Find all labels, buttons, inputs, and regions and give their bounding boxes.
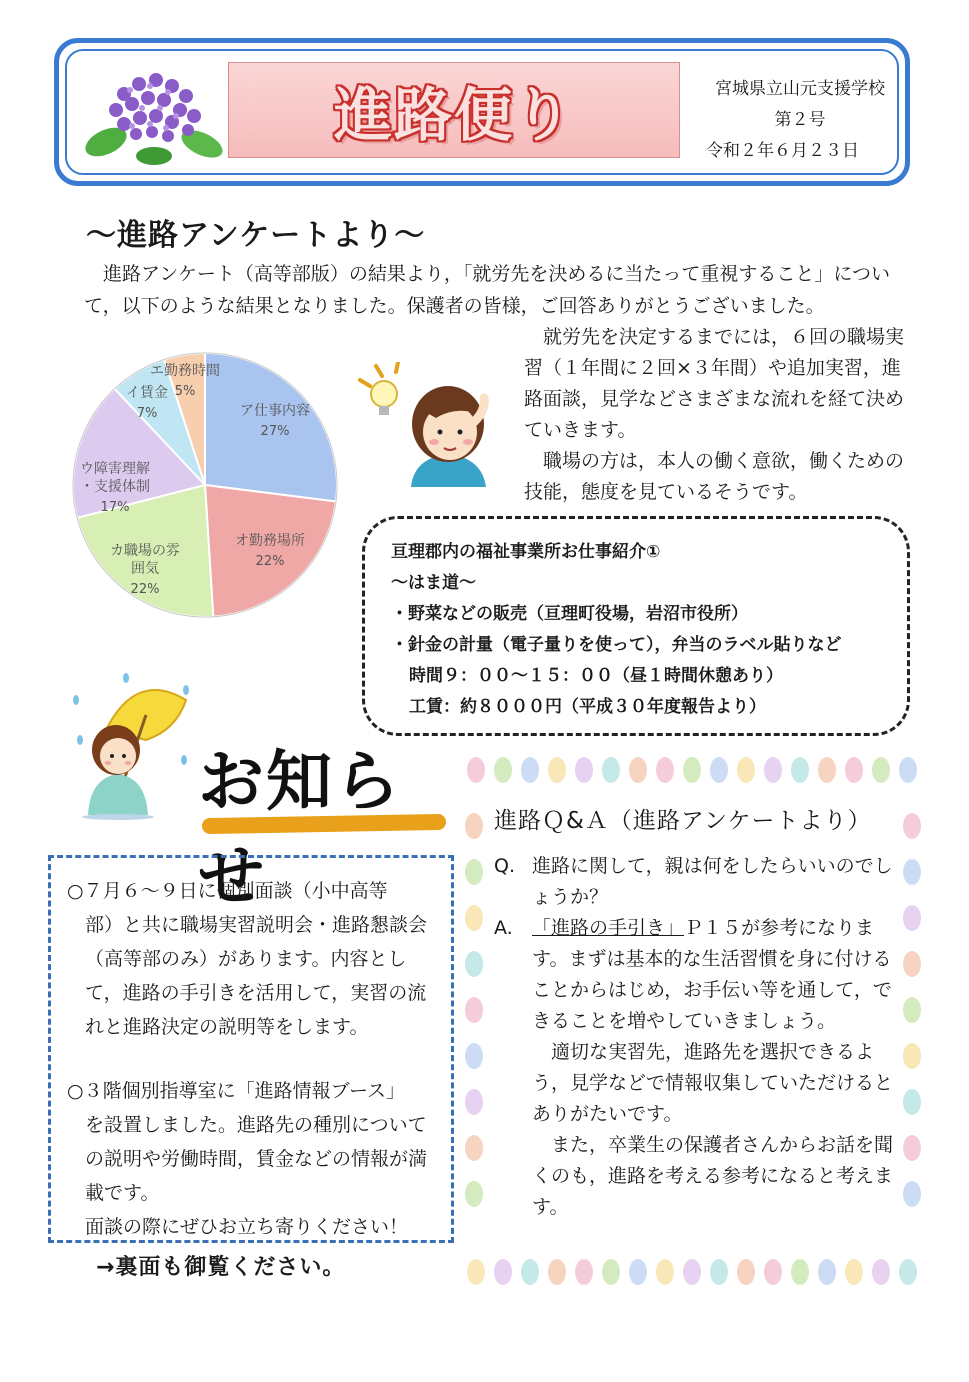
- notice-item-2-last: 面談の際にぜひお立ち寄りください！: [85, 1216, 409, 1238]
- back-page-note: →裏面も御覧ください。: [96, 1255, 346, 1280]
- answer-body: [532, 913, 894, 1223]
- survey-side-text: [524, 322, 904, 508]
- pie-pct-2: 22%: [130, 582, 160, 597]
- frame-dot: [629, 757, 647, 783]
- frame-dot: [845, 1259, 863, 1285]
- answer-text-3: また，卒業生の保護者さんからお話を聞くのも，進路を考える参考になると考えます。: [532, 1134, 894, 1218]
- frame-dot: [791, 757, 809, 783]
- question-mark-label: Q.: [494, 855, 515, 877]
- pie-label-4: イ賃金: [126, 385, 168, 401]
- frame-dot: [629, 1259, 647, 1285]
- frame-dot: [602, 757, 620, 783]
- frame-dot: [465, 905, 483, 931]
- survey-intro-text: 進路アンケート（高等部版）の結果より，「就労先を決めるに当たって重視すること」について，以下のような結果となりました。保護者の皆様，ご回答ありがとうございました。: [84, 263, 890, 317]
- frame-dot: [903, 951, 921, 977]
- frame-dot: [903, 1135, 921, 1161]
- pie-chart: [60, 340, 350, 630]
- frame-dot: [465, 1043, 483, 1069]
- issue-date: 令和２年６月２３日: [706, 141, 859, 161]
- workplace-intro-box: [362, 516, 910, 736]
- frame-dot: [737, 757, 755, 783]
- frame-dot: [548, 757, 566, 783]
- notice-item-1-rest: 部）と共に職場実習説明会・進路懇談会（高等部のみ）があります。内容として，進路の手引きを活用して，実習の流れと進路決定の説明等をします。: [85, 914, 428, 1038]
- frame-dot: [656, 1259, 674, 1285]
- frame-dot: [548, 1259, 566, 1285]
- frame-dot: [465, 1181, 483, 1207]
- frame-dot: [465, 951, 483, 977]
- frame-dot: [521, 757, 539, 783]
- qa-answer: [494, 913, 894, 1223]
- pie-label-1: オ勤務場所: [235, 533, 305, 549]
- frame-dot: [575, 1259, 593, 1285]
- frame-dot: [494, 757, 512, 783]
- frame-dot: [656, 757, 674, 783]
- workplace-item-1: ・野菜などの販売（亘理町役場，岩沼市役所）: [391, 604, 748, 624]
- guide-book-link: 「進路の手引き」: [532, 917, 685, 939]
- page-title: 進路便り: [333, 81, 574, 149]
- pie-label-0: ア仕事内容: [240, 403, 310, 419]
- frame-dot: [683, 1259, 701, 1285]
- workplace-item-2: ・針金の計量（電子量りを使って），弁当のラベル貼りなど: [391, 635, 842, 655]
- frame-dot: [903, 1043, 921, 1069]
- frame-dot: [791, 1259, 809, 1285]
- pie-label-5: エ勤務時間: [150, 363, 220, 379]
- frame-dot: [899, 757, 917, 783]
- pie-chart-svg: [60, 340, 350, 630]
- workplace-name: ～はま道～: [391, 573, 476, 593]
- pie-slice-1: [205, 485, 336, 617]
- question-text: 進路に関して，親は何をしたらいいのでしょうか？: [532, 855, 893, 908]
- survey-side-p1: 就労先を決定するまでには，６回の職場実習（１年間に２回×３年間）や追加実習，進路面談，見学などさまざまな流れを経て決めていきます。: [524, 326, 905, 441]
- frame-dot: [467, 1259, 485, 1285]
- pie-pct-3: 17%: [100, 500, 130, 515]
- frame-dot: [465, 859, 483, 885]
- answer-mark-label: A.: [494, 917, 513, 939]
- workplace-hours: 時間９：００～１５：００（昼１時間休憩あり）: [409, 666, 783, 686]
- qa-question: [494, 851, 894, 913]
- frame-dot: [818, 757, 836, 783]
- answer-text-1: Ｐ１５が参考になります。まずは基本的な生活習慣を身に付けることからはじめ，お手伝い等を通して，できることを増やしていきましょう。: [532, 917, 892, 1032]
- thinking-girl-icon: [356, 362, 506, 492]
- frame-dot: [903, 1181, 921, 1207]
- pie-pct-4: 7%: [136, 406, 158, 421]
- pie-label-2: カ職場の雰囲気: [110, 543, 180, 577]
- school-name: 宮城県立山元支援学校: [715, 79, 885, 99]
- frame-dot: [602, 1259, 620, 1285]
- survey-heading: ～進路アンケートより～: [86, 218, 426, 253]
- frame-dot: [903, 905, 921, 931]
- frame-dot: [467, 757, 485, 783]
- workplace-title: 亘理郡内の福祉事業所お仕事紹介①: [391, 542, 661, 562]
- notice-heading: お知らせ: [198, 743, 402, 915]
- issue-number: 第２号: [774, 110, 826, 130]
- frame-dot: [465, 997, 483, 1023]
- school-info: [700, 74, 900, 167]
- frame-dot: [494, 1259, 512, 1285]
- hydrangea-icon: [84, 64, 224, 168]
- pie-pct-0: 27%: [260, 424, 290, 439]
- qa-box: [494, 806, 894, 1223]
- frame-dot: [903, 859, 921, 885]
- frame-dot: [575, 757, 593, 783]
- qa-title: 進路Ｑ&Ａ（進路アンケートより）: [494, 808, 872, 834]
- notice-item-2-rest: を設置しました。進路先の種別についての説明や労働時間，賃金などの情報が満載です。: [85, 1114, 428, 1204]
- notice-item-1: [67, 874, 439, 1044]
- umbrella-girl-icon: [66, 670, 196, 820]
- frame-dot: [903, 1089, 921, 1115]
- pie-pct-5: 5%: [174, 384, 196, 399]
- frame-dot: [465, 813, 483, 839]
- notice-item-2: [67, 1074, 439, 1244]
- answer-text-2: 適切な実習先，進路先を選択できるよう，見学などで情報収集していただけるとありがたいです。: [532, 1041, 894, 1125]
- pie-label-3: ウ障害理解・支援体制: [80, 461, 150, 495]
- notice-box: [48, 855, 454, 1243]
- frame-dot: [710, 757, 728, 783]
- workplace-wage: 工賃：約８０００円（平成３０年度報告より）: [409, 697, 766, 717]
- notice-item-1-first: ○７月６～９日に個別面談（小中高等: [67, 880, 388, 902]
- frame-dot: [465, 1089, 483, 1115]
- pie-pct-1: 22%: [255, 554, 285, 569]
- frame-dot: [845, 757, 863, 783]
- frame-dot: [710, 1259, 728, 1285]
- title-box: [228, 62, 680, 158]
- frame-dot: [872, 1259, 890, 1285]
- frame-dot: [465, 1135, 483, 1161]
- frame-dot: [818, 1259, 836, 1285]
- frame-dot: [903, 813, 921, 839]
- frame-dot: [737, 1259, 755, 1285]
- frame-dot: [521, 1259, 539, 1285]
- frame-dot: [872, 757, 890, 783]
- frame-dot: [683, 757, 701, 783]
- notice-item-2-first: ○３階個別指導室に「進路情報ブース」: [67, 1080, 406, 1102]
- frame-dot: [899, 1259, 917, 1285]
- survey-intro: [84, 258, 914, 322]
- frame-dot: [764, 1259, 782, 1285]
- survey-side-p2: 職場の方は，本人の働く意欲，働くための技能，態度を見ているそうです。: [524, 450, 905, 503]
- frame-dot: [903, 997, 921, 1023]
- frame-dot: [764, 757, 782, 783]
